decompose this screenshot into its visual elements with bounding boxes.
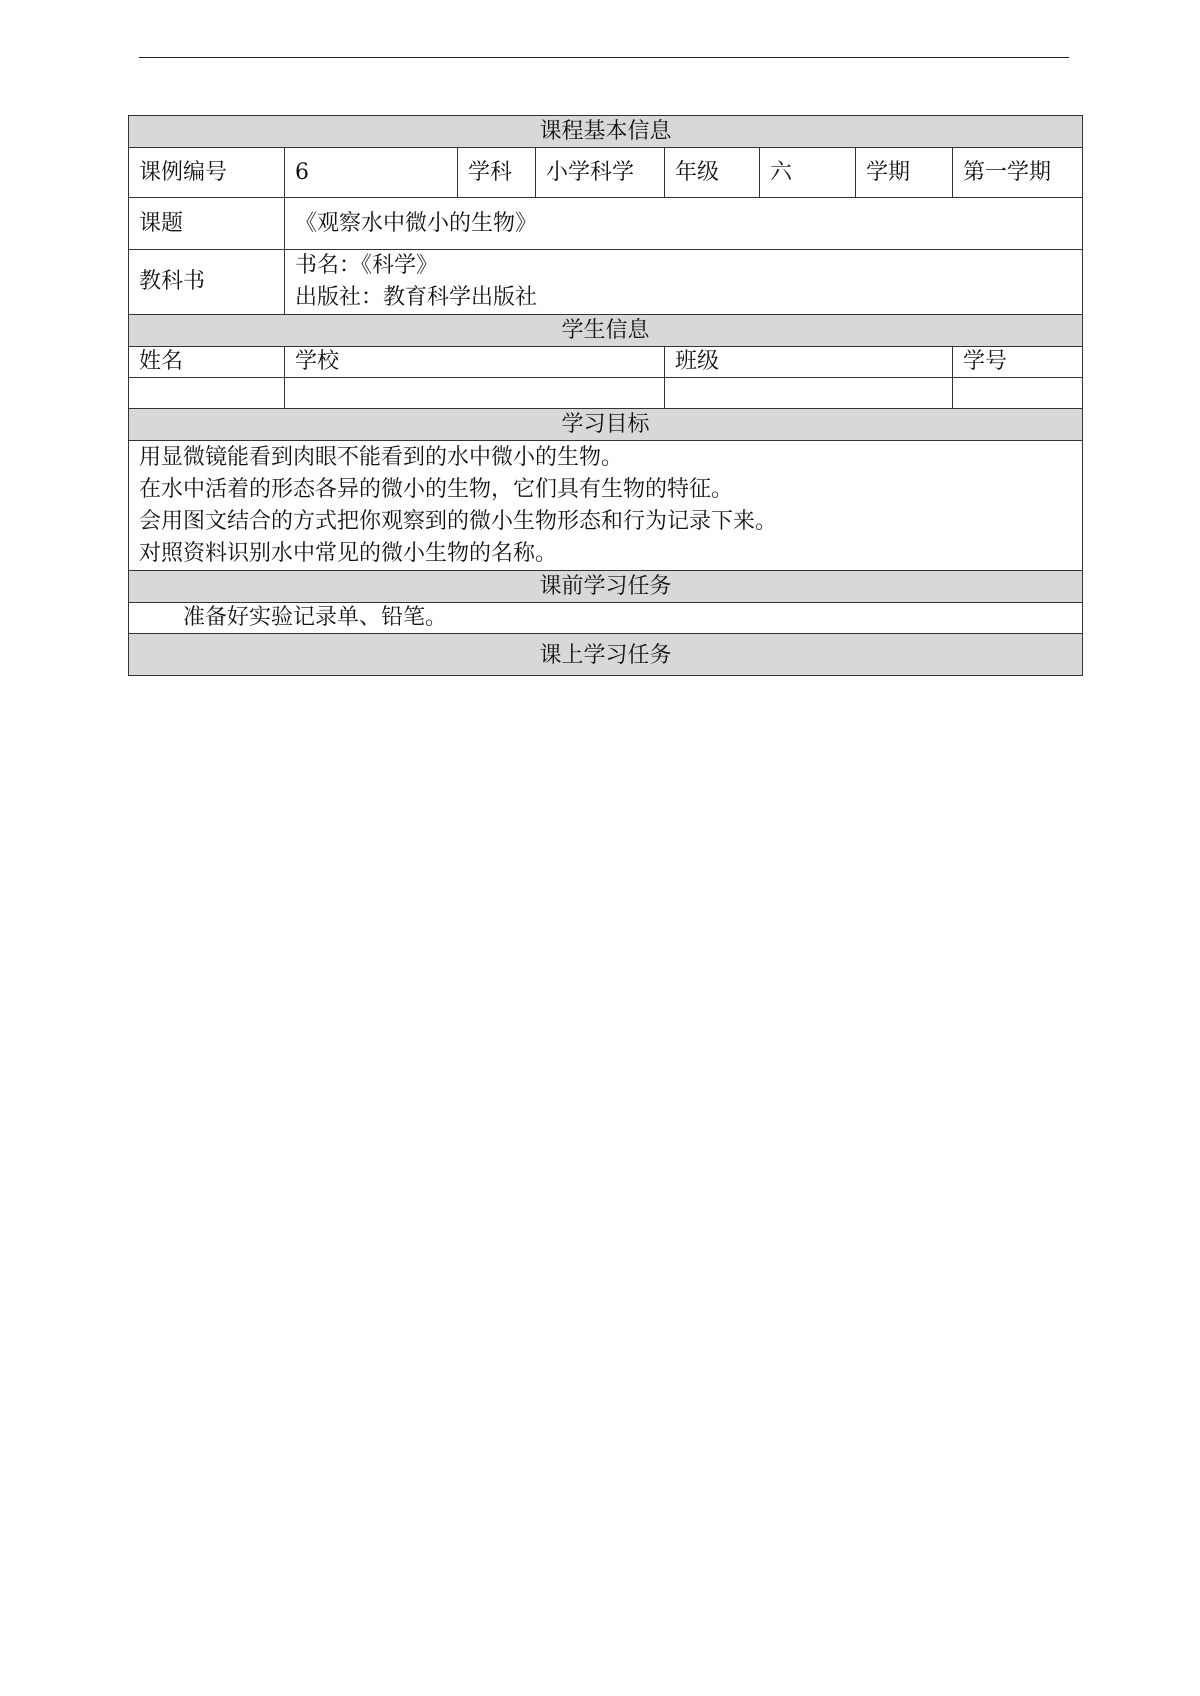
- student-class-field[interactable]: [665, 378, 953, 409]
- learning-goal-item: 用显微镜能看到肉眼不能看到的水中微小的生物。: [139, 444, 624, 470]
- grade-value: 六: [760, 148, 856, 198]
- grade-label: 年级: [665, 148, 760, 198]
- student-name-label: 姓名: [129, 347, 285, 378]
- student-info-section-title: 学生信息: [129, 315, 1083, 347]
- student-name-field[interactable]: [129, 378, 285, 409]
- subject-value: 小学科学: [536, 148, 665, 198]
- student-id-label: 学号: [953, 347, 1083, 378]
- term-value: 第一学期: [953, 148, 1083, 198]
- learning-goal-item: 会用图文结合的方式把你观察到的微小生物形态和行为记录下来。: [139, 508, 778, 534]
- textbook-publisher: 出版社：教育科学出版社: [295, 285, 538, 310]
- learning-goal-item: 在水中活着的形态各异的微小的生物，它们具有生物的特征。: [139, 476, 734, 502]
- student-class-label: 班级: [665, 347, 953, 378]
- textbook-label: 教科书: [129, 250, 285, 315]
- course-info-table: [128, 115, 1083, 676]
- topic-label: 课题: [129, 198, 285, 250]
- learning-goal-item: 对照资料识别水中常见的微小生物的名称。: [139, 540, 558, 566]
- learning-goals-list: [129, 441, 1083, 571]
- subject-label: 学科: [458, 148, 536, 198]
- lesson-no-label: 课例编号: [129, 148, 285, 198]
- textbook-details: [285, 250, 1083, 315]
- header-rule: [139, 57, 1069, 58]
- basic-info-section-title: 课程基本信息: [129, 116, 1083, 148]
- lesson-no-value: 6: [285, 148, 458, 198]
- in-class-tasks-section-title: 课上学习任务: [129, 634, 1083, 676]
- student-id-field[interactable]: [953, 378, 1083, 409]
- term-label: 学期: [856, 148, 953, 198]
- pre-class-task-content: 准备好实验记录单、铅笔。: [129, 603, 1083, 634]
- student-school-field[interactable]: [285, 378, 665, 409]
- learning-goals-section-title: 学习目标: [129, 409, 1083, 441]
- topic-value: 《观察水中微小的生物》: [285, 198, 1083, 250]
- textbook-name: 书名：《科学》: [295, 253, 439, 278]
- pre-class-tasks-section-title: 课前学习任务: [129, 571, 1083, 603]
- student-school-label: 学校: [285, 347, 665, 378]
